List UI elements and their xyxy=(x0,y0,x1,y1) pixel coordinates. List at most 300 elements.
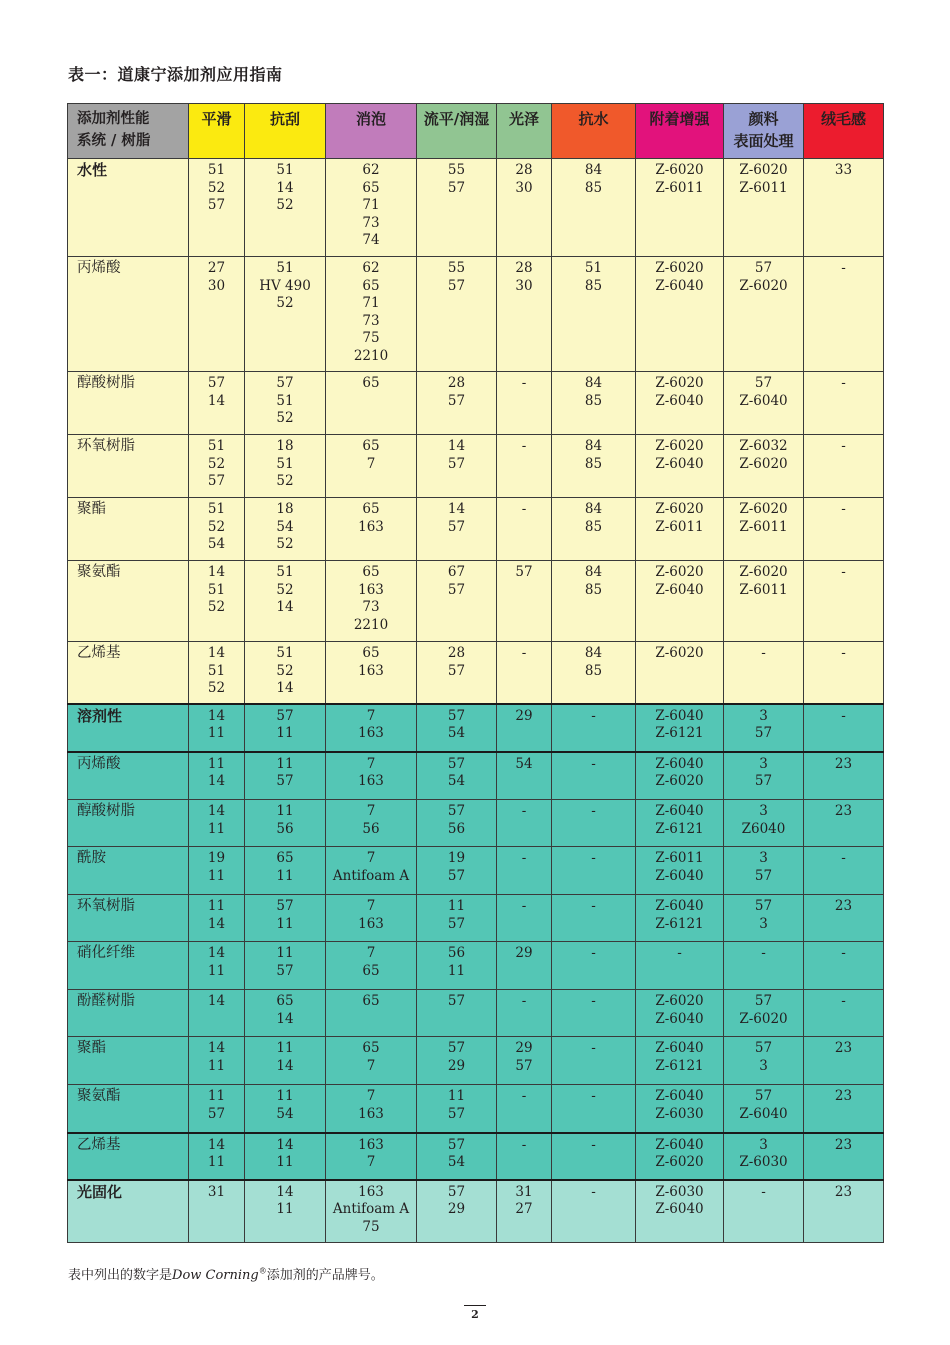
product-code: Z6040 xyxy=(741,820,786,837)
product-cell xyxy=(552,1037,636,1085)
product-cell xyxy=(497,1037,552,1085)
header-cell-6 xyxy=(552,104,636,159)
product-code: 57 xyxy=(447,277,466,294)
header-cell-5 xyxy=(497,104,552,159)
product-code: Z-6020 xyxy=(655,993,704,1009)
product-cell xyxy=(636,642,724,704)
product-code: 11 xyxy=(276,1040,294,1056)
product-code: Z-6020 xyxy=(739,277,788,294)
resin-label-cell: 丙烯酸 xyxy=(68,257,189,372)
product-cell xyxy=(326,372,417,435)
product-cell xyxy=(552,498,636,561)
product-code: 65 xyxy=(362,564,380,580)
product-code: 7 xyxy=(366,707,376,724)
product-cell xyxy=(552,704,636,752)
header-label-line: 流平/润湿 xyxy=(423,110,490,128)
product-code: 52 xyxy=(276,536,294,552)
product-code: 28 xyxy=(515,162,533,178)
header-label-line: 系统 / 树脂 xyxy=(77,132,151,149)
product-cell xyxy=(245,895,326,942)
product-code: 14 xyxy=(207,645,226,661)
product-code: Z-6011 xyxy=(655,518,704,535)
product-cell xyxy=(724,704,804,752)
product-code: - xyxy=(591,993,596,1009)
product-code: 14 xyxy=(447,501,466,517)
product-cell xyxy=(417,847,497,895)
product-cell xyxy=(804,990,884,1037)
product-code: 55 xyxy=(447,162,466,178)
product-cell xyxy=(497,372,552,435)
product-code: 14 xyxy=(207,564,226,580)
product-code: - xyxy=(841,438,846,454)
product-code: 57 xyxy=(447,803,466,819)
product-code: 19 xyxy=(447,850,466,866)
product-code: Z-6121 xyxy=(655,820,704,837)
table-row xyxy=(68,257,884,372)
product-code: 14 xyxy=(207,1136,226,1153)
product-cell xyxy=(245,642,326,704)
product-code: 51 xyxy=(276,260,294,276)
product-code: 52 xyxy=(207,680,226,696)
product-code: Z-6020 xyxy=(739,162,788,178)
product-cell xyxy=(189,257,245,372)
product-code: 11 xyxy=(276,867,294,884)
product-cell xyxy=(804,498,884,561)
product-cell xyxy=(245,847,326,895)
product-code: - xyxy=(591,755,596,772)
product-code: 3 xyxy=(759,755,768,772)
product-code: Z-6011 xyxy=(739,581,788,598)
product-cell xyxy=(552,435,636,498)
product-code: 14 xyxy=(276,599,294,615)
product-code: 52 xyxy=(276,197,294,213)
product-code: Z-6040 xyxy=(655,898,704,914)
product-code: Z-6011 xyxy=(655,179,704,196)
product-cell xyxy=(417,990,497,1037)
product-code: 18 xyxy=(276,438,294,454)
product-code: 85 xyxy=(584,455,603,472)
product-cell xyxy=(417,257,497,372)
product-code: 71 xyxy=(362,295,380,311)
product-code: 11 xyxy=(207,725,226,741)
product-code: 30 xyxy=(515,277,533,294)
product-code: 51 xyxy=(207,662,226,679)
group-label-cell: 水性 xyxy=(68,159,189,257)
product-code: 51 xyxy=(276,564,294,580)
product-code: 11 xyxy=(276,1154,294,1170)
product-cell xyxy=(189,1085,245,1133)
product-code: 11 xyxy=(207,1057,226,1074)
product-code: 33 xyxy=(834,162,853,178)
product-cell xyxy=(724,1180,804,1243)
product-cell xyxy=(636,1180,724,1243)
product-code: 3 xyxy=(759,850,768,866)
product-cell xyxy=(636,752,724,800)
header-cell-7 xyxy=(636,104,724,159)
product-cell xyxy=(636,1133,724,1180)
product-cell xyxy=(189,704,245,752)
product-code: 54 xyxy=(515,755,533,772)
product-code: 29 xyxy=(515,707,533,724)
product-code: 7 xyxy=(366,1088,376,1104)
resin-label-cell: 醇酸树脂 xyxy=(68,372,189,435)
product-code: 7 xyxy=(366,850,376,866)
product-code: 65 xyxy=(362,438,380,454)
product-cell xyxy=(326,1085,417,1133)
product-code: 29 xyxy=(447,1057,466,1074)
product-cell xyxy=(804,895,884,942)
product-code: Z-6040 xyxy=(655,755,704,772)
product-code: 57 xyxy=(447,1040,466,1056)
product-code: 52 xyxy=(276,662,294,679)
product-code: 57 xyxy=(447,455,466,472)
product-cell xyxy=(497,895,552,942)
product-cell xyxy=(189,159,245,257)
product-code: 57 xyxy=(447,993,466,1009)
resin-label-cell: 乙烯基 xyxy=(68,642,189,704)
product-code: - xyxy=(841,564,846,580)
table-row xyxy=(68,498,884,561)
product-code: 84 xyxy=(584,645,603,661)
product-code: 65 xyxy=(362,179,380,196)
product-code: Z-6011 xyxy=(739,179,788,196)
product-cell xyxy=(497,1180,552,1243)
product-code: - xyxy=(521,438,527,454)
product-code: 163 xyxy=(358,725,384,741)
product-cell xyxy=(497,159,552,257)
table-row xyxy=(68,1037,884,1085)
product-cell xyxy=(724,159,804,257)
product-cell xyxy=(804,942,884,990)
product-code: 163 xyxy=(358,1105,384,1122)
product-cell xyxy=(636,561,724,642)
product-code: 54 xyxy=(276,1105,294,1122)
product-code: 11 xyxy=(447,962,466,979)
product-cell xyxy=(326,1180,417,1243)
product-cell xyxy=(724,800,804,847)
product-code: - xyxy=(591,945,596,961)
product-code: Z-6020 xyxy=(655,260,704,276)
table-row xyxy=(68,800,884,847)
product-code: 52 xyxy=(207,518,226,535)
product-code: 54 xyxy=(447,1154,466,1170)
product-code: 52 xyxy=(276,295,294,311)
product-code: 65 xyxy=(362,993,380,1009)
product-cell xyxy=(804,257,884,372)
product-cell xyxy=(636,847,724,895)
product-cell xyxy=(636,498,724,561)
product-code: 85 xyxy=(584,277,603,294)
table-row xyxy=(68,372,884,435)
footnote xyxy=(68,1264,384,1283)
product-code: 57 xyxy=(447,1105,466,1122)
product-code: Z-6040 xyxy=(655,1201,704,1217)
group-label-cell: 光固化 xyxy=(68,1180,189,1243)
product-cell xyxy=(804,704,884,752)
product-code: 65 xyxy=(276,993,294,1009)
product-code: 11 xyxy=(276,725,294,741)
product-code: - xyxy=(841,707,846,724)
resin-label-cell: 环氧树脂 xyxy=(68,435,189,498)
product-cell xyxy=(724,498,804,561)
product-code: 57 xyxy=(447,518,466,535)
product-cell xyxy=(417,159,497,257)
product-cell xyxy=(804,1180,884,1243)
product-code: Z-6040 xyxy=(655,392,704,409)
product-code: 57 xyxy=(447,707,466,724)
product-code: 23 xyxy=(834,1088,853,1104)
product-cell xyxy=(417,752,497,800)
page-number: 2 xyxy=(464,1305,486,1321)
product-code: Z-6020 xyxy=(655,564,704,580)
product-code: 51 xyxy=(276,392,294,409)
header-label-line: 消泡 xyxy=(355,110,386,128)
product-code: 7 xyxy=(366,898,376,914)
product-code: 23 xyxy=(834,898,853,914)
product-code: 7 xyxy=(366,455,376,472)
product-code: 7 xyxy=(366,803,376,819)
product-cell xyxy=(497,1085,552,1133)
product-code: 84 xyxy=(584,438,603,454)
product-code: Z-6011 xyxy=(739,518,788,535)
product-cell xyxy=(326,752,417,800)
product-code: - xyxy=(591,850,596,866)
product-code: 52 xyxy=(276,581,294,598)
product-cell xyxy=(326,257,417,372)
table-row xyxy=(68,990,884,1037)
product-cell xyxy=(245,435,326,498)
product-cell xyxy=(326,642,417,704)
header-cell-8 xyxy=(724,104,804,159)
product-code: 29 xyxy=(515,1040,533,1056)
product-cell xyxy=(245,561,326,642)
additive-guide-table xyxy=(67,103,884,1243)
product-cell xyxy=(245,942,326,990)
product-code: - xyxy=(591,898,596,914)
product-code: 85 xyxy=(584,518,603,535)
product-code: - xyxy=(521,803,527,819)
product-code: 11 xyxy=(207,898,226,914)
product-code: 57 xyxy=(515,564,533,580)
product-code: Z-6020 xyxy=(655,501,704,517)
product-code: 71 xyxy=(362,197,380,213)
product-code: 29 xyxy=(447,1201,466,1217)
product-cell xyxy=(724,561,804,642)
product-code: Antifoam A xyxy=(332,1201,410,1217)
product-cell xyxy=(326,435,417,498)
product-cell xyxy=(724,895,804,942)
product-cell xyxy=(497,990,552,1037)
product-code: 14 xyxy=(276,179,294,196)
product-code: - xyxy=(521,850,527,866)
product-code: 57 xyxy=(754,375,773,391)
product-cell xyxy=(552,642,636,704)
table-body xyxy=(68,159,884,1243)
product-code: 57 xyxy=(754,1040,773,1056)
product-code: 31 xyxy=(207,1183,226,1200)
product-cell xyxy=(636,895,724,942)
product-code: 84 xyxy=(584,501,603,517)
product-code: Z-6040 xyxy=(739,392,788,409)
product-cell xyxy=(245,1180,326,1243)
table-row xyxy=(68,159,884,257)
product-code: 52 xyxy=(207,599,226,615)
product-code: 62 xyxy=(362,260,380,276)
footnote-text-after: 添加剂的产品牌号。 xyxy=(266,1268,384,1283)
product-code: Z-6040 xyxy=(655,1088,704,1104)
table-row xyxy=(68,752,884,800)
product-code: 57 xyxy=(276,962,294,979)
product-code: Z-6040 xyxy=(655,581,704,598)
product-code: Z-6040 xyxy=(655,1040,704,1056)
header-label-line: 绒毛感 xyxy=(820,110,866,128)
product-code: 65 xyxy=(362,1040,380,1056)
product-code: 11 xyxy=(276,1201,294,1217)
product-code: 28 xyxy=(447,375,466,391)
product-cell xyxy=(636,435,724,498)
product-cell xyxy=(326,1037,417,1085)
product-cell xyxy=(804,561,884,642)
product-code: 11 xyxy=(276,755,294,772)
table-row xyxy=(68,435,884,498)
product-code: 57 xyxy=(447,392,466,409)
product-code: 30 xyxy=(515,179,533,196)
product-code: 11 xyxy=(276,803,294,819)
product-code: Z-6030 xyxy=(655,1105,704,1122)
product-code: Z-6040 xyxy=(655,867,704,884)
product-code: 57 xyxy=(754,898,773,914)
product-cell xyxy=(552,159,636,257)
product-cell xyxy=(497,257,552,372)
product-cell xyxy=(245,1037,326,1085)
resin-label-cell: 聚酯 xyxy=(68,1037,189,1085)
product-cell xyxy=(189,1133,245,1180)
product-code: 57 xyxy=(207,375,226,391)
resin-label-cell: 酚醛树脂 xyxy=(68,990,189,1037)
product-code: Antifoam A xyxy=(332,867,410,884)
product-code: 56 xyxy=(362,820,380,837)
product-cell xyxy=(497,435,552,498)
product-cell xyxy=(417,1133,497,1180)
product-code: HV 490 xyxy=(259,277,311,294)
product-code: Z-6020 xyxy=(739,1010,788,1027)
product-code: 14 xyxy=(447,438,466,454)
product-cell xyxy=(552,561,636,642)
resin-label-cell: 酰胺 xyxy=(68,847,189,895)
header-label-line: 抗刮 xyxy=(269,110,300,128)
table-row xyxy=(68,847,884,895)
header-label-line: 颜料 xyxy=(748,110,779,128)
product-cell xyxy=(189,895,245,942)
product-code: 57 xyxy=(276,375,294,391)
product-cell xyxy=(724,942,804,990)
product-code: 54 xyxy=(207,536,226,552)
product-code: - xyxy=(841,945,846,961)
product-code: 57 xyxy=(207,1105,226,1122)
product-cell xyxy=(245,1133,326,1180)
product-code: 2210 xyxy=(353,347,389,364)
product-code: 11 xyxy=(276,915,294,932)
product-code: 85 xyxy=(584,581,603,598)
product-code: 163 xyxy=(358,773,384,789)
product-code: 11 xyxy=(207,820,226,837)
table-row xyxy=(68,704,884,752)
product-cell xyxy=(804,372,884,435)
product-code: 14 xyxy=(207,945,226,961)
product-code: 56 xyxy=(447,820,466,837)
header-label-line: 光泽 xyxy=(508,110,539,128)
product-code: 57 xyxy=(447,581,466,598)
product-code: Z-6020 xyxy=(655,375,704,391)
product-code: 52 xyxy=(207,179,226,196)
product-code: Z-6121 xyxy=(655,1057,704,1074)
header-label-line: 表面处理 xyxy=(733,132,794,150)
product-cell xyxy=(189,847,245,895)
resin-label-cell: 聚氨酯 xyxy=(68,1085,189,1133)
product-cell xyxy=(804,847,884,895)
product-code: 84 xyxy=(584,564,603,580)
product-code: 23 xyxy=(834,803,853,819)
product-code: 163 xyxy=(358,1136,384,1153)
product-cell xyxy=(326,942,417,990)
product-code: 57 xyxy=(515,1057,533,1074)
product-code: 65 xyxy=(276,850,294,866)
product-code: 51 xyxy=(207,581,226,598)
product-code: 73 xyxy=(362,214,380,231)
product-code: 18 xyxy=(276,501,294,517)
product-code: 27 xyxy=(207,260,226,276)
product-cell xyxy=(552,847,636,895)
product-code: 7 xyxy=(366,1154,376,1170)
product-code: 23 xyxy=(834,1040,853,1056)
product-cell xyxy=(552,257,636,372)
product-code: 23 xyxy=(834,755,853,772)
product-code: - xyxy=(591,803,596,819)
product-cell xyxy=(724,990,804,1037)
product-code: 84 xyxy=(584,162,603,178)
product-code: - xyxy=(841,645,846,661)
product-code: 62 xyxy=(362,162,380,178)
header-cell-4 xyxy=(417,104,497,159)
resin-label-cell: 醇酸树脂 xyxy=(68,800,189,847)
product-code: 11 xyxy=(276,945,294,961)
product-code: 57 xyxy=(447,662,466,679)
product-code: Z-6020 xyxy=(739,501,788,517)
product-cell xyxy=(189,642,245,704)
product-cell xyxy=(245,1085,326,1133)
product-code: Z-6040 xyxy=(655,803,704,819)
product-code: 54 xyxy=(447,773,466,789)
product-code: 57 xyxy=(754,993,773,1009)
product-cell xyxy=(552,895,636,942)
product-cell xyxy=(724,847,804,895)
product-cell xyxy=(245,498,326,561)
product-code: Z-6032 xyxy=(739,438,788,454)
product-code: 14 xyxy=(276,1136,294,1153)
product-code: 85 xyxy=(584,392,603,409)
product-code: 57 xyxy=(447,915,466,932)
product-cell xyxy=(552,942,636,990)
product-code: 14 xyxy=(276,1057,294,1074)
product-code: 51 xyxy=(584,260,603,276)
product-code: 11 xyxy=(447,898,466,914)
product-code: 57 xyxy=(276,707,294,724)
table-row xyxy=(68,942,884,990)
product-cell xyxy=(497,498,552,561)
table-row xyxy=(68,642,884,704)
product-code: 57 xyxy=(447,755,466,772)
product-cell xyxy=(724,752,804,800)
